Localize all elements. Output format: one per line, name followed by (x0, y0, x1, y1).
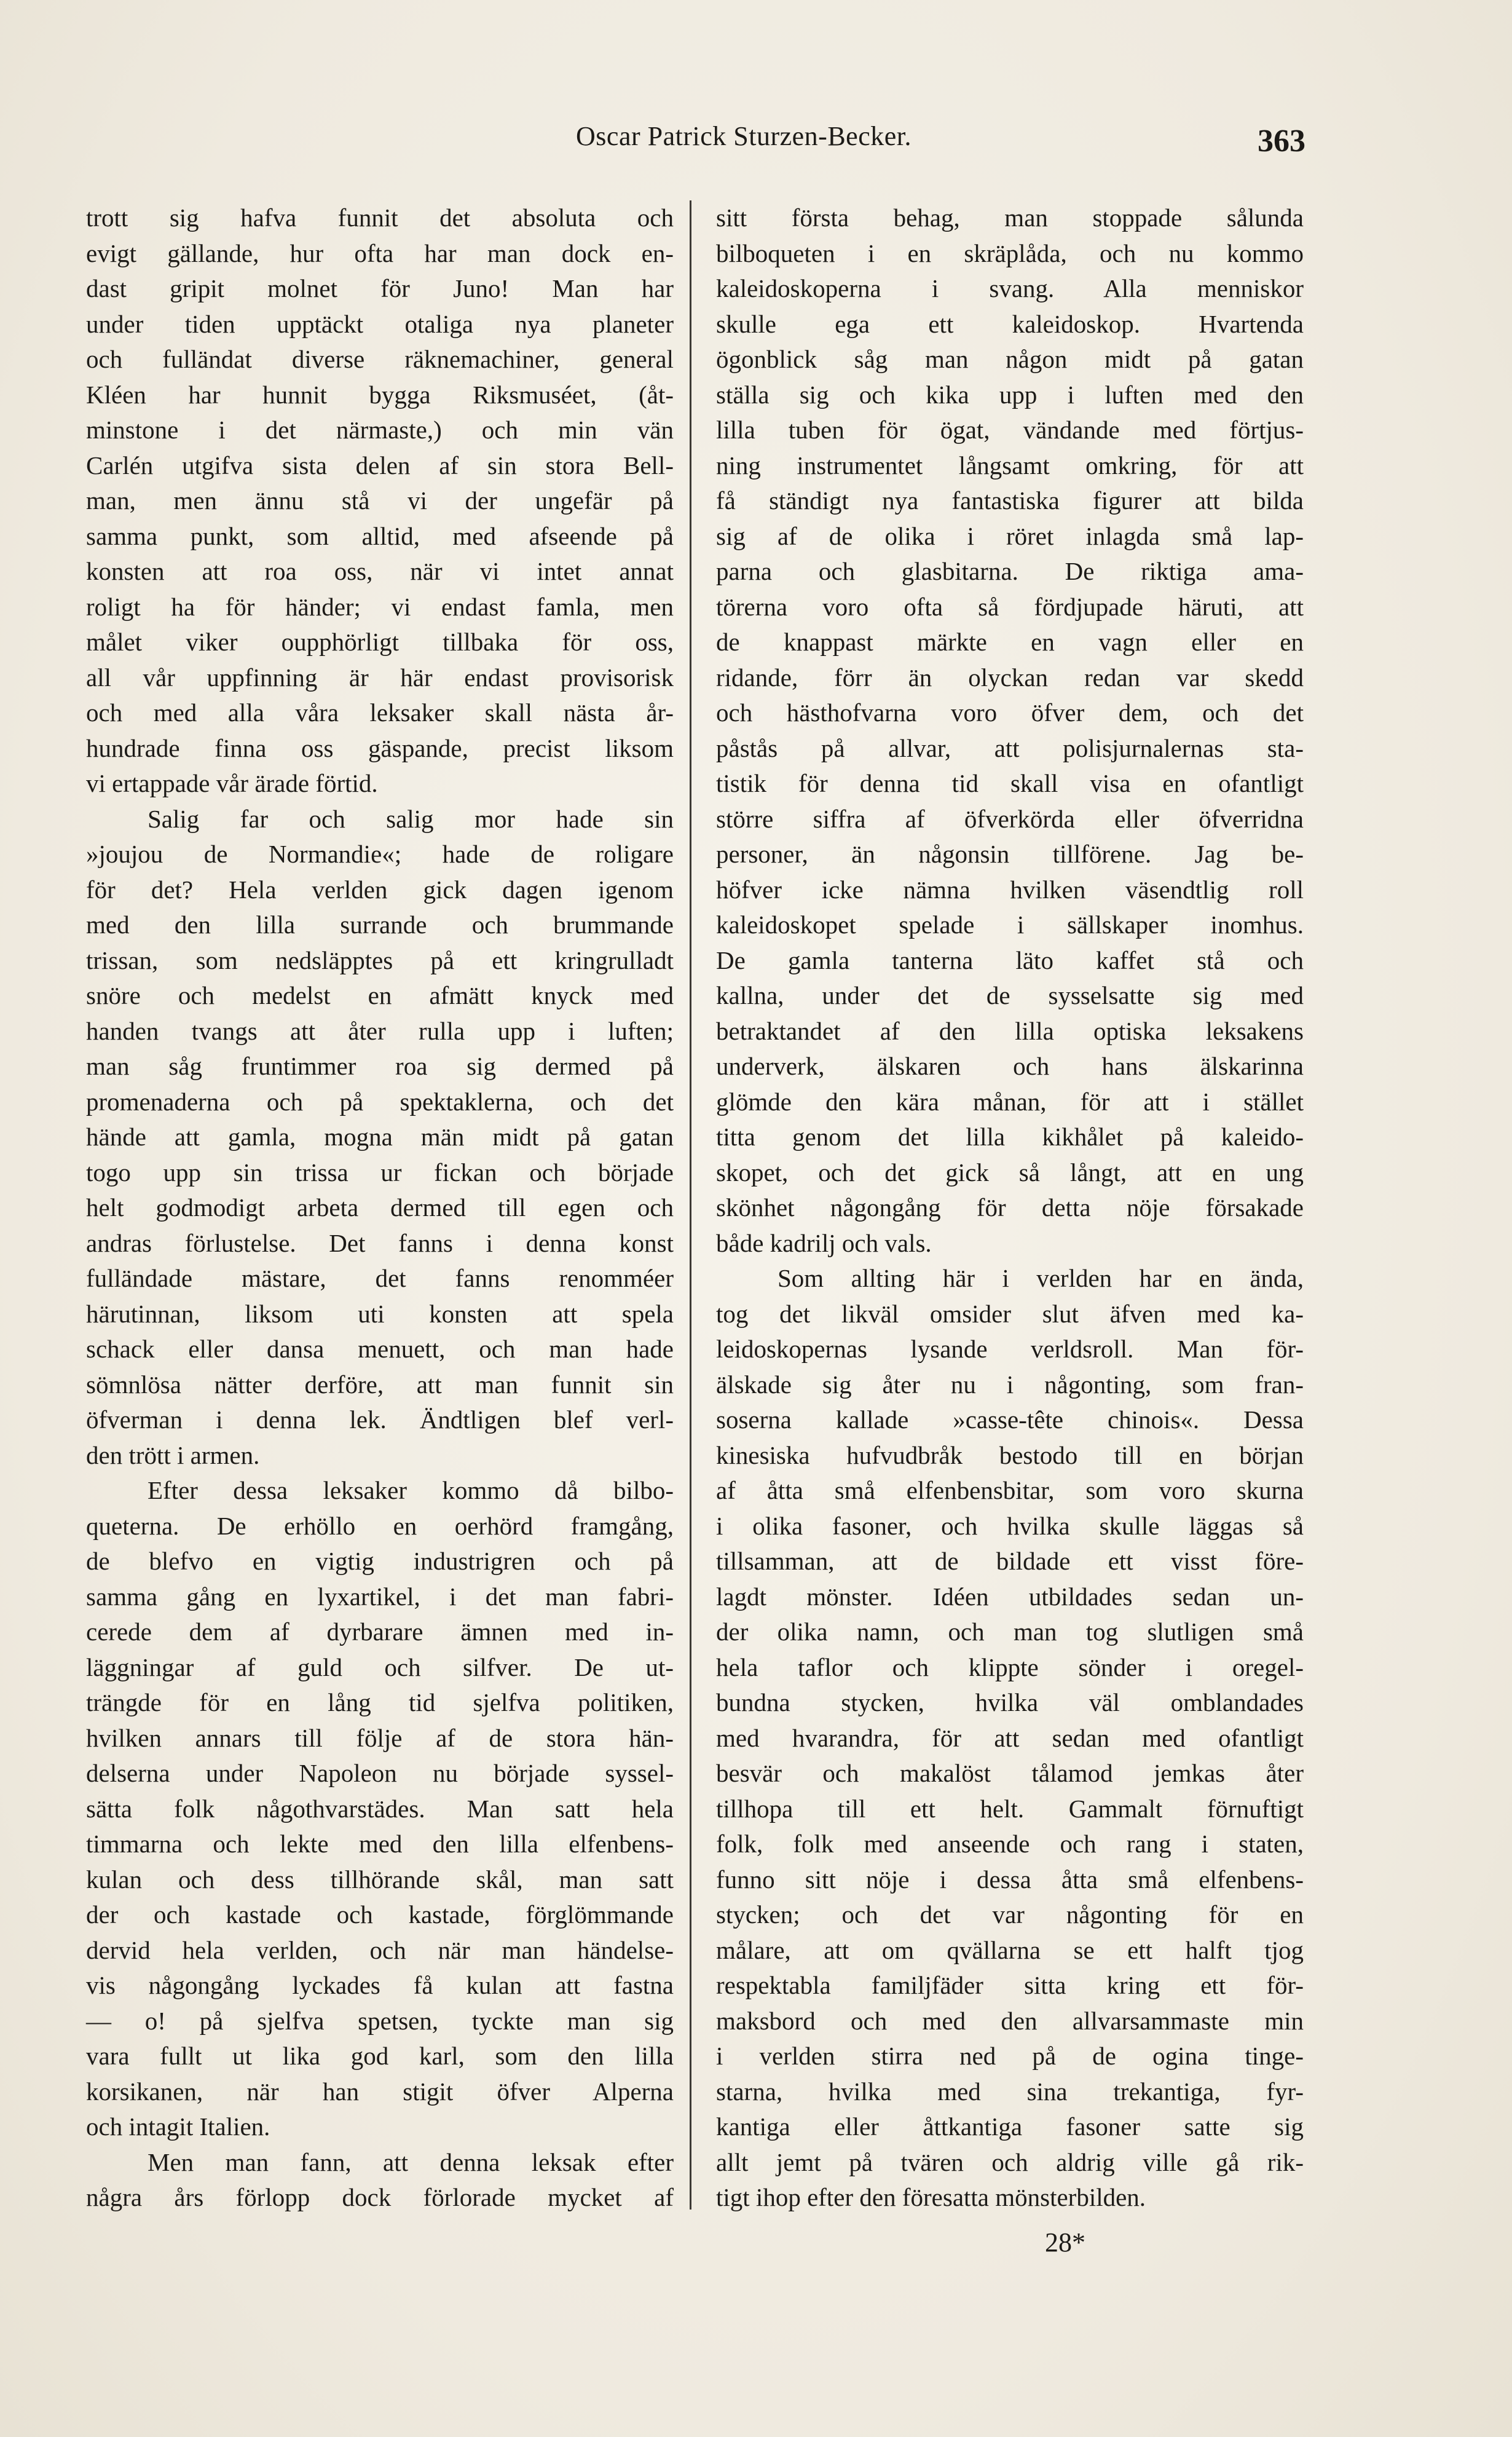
text-line: titta genom det lilla kikhålet på kaleido- (716, 1123, 1304, 1151)
text-line: läggningar af guld och silfver. De ut- (86, 1653, 674, 1681)
text-line: skulle ega ett kaleidoskop. Hvartenda (716, 309, 1304, 338)
text-line: betraktandet af den lilla optiska leksakens (716, 1016, 1304, 1045)
text-line: samma gång en lyxartikel, i det man fabri- (86, 1582, 674, 1611)
text-line: maksbord och med den allvarsammaste min (716, 2006, 1304, 2035)
text-line: härutinnan, liksom uti konsten att spela (86, 1299, 674, 1328)
column-divider (690, 200, 691, 2210)
text-line: Men man fann, att denna leksak efter (148, 2147, 674, 2176)
signature-mark: 28* (1045, 2227, 1085, 2257)
text-line: glömde den kära månan, för att i stället (716, 1087, 1304, 1116)
text-line: kantiga eller åttkantiga fasoner satte sig (716, 2112, 1304, 2141)
text-line: tistik för denna tid skall visa en ofantligt (716, 769, 1304, 797)
text-line: få ständigt nya fantastiska figurer att bilda (716, 486, 1304, 515)
text-line: några års förlopp dock förlorade mycket af (86, 2183, 674, 2211)
text-line: all vår uppfinning är här endast provisorisk (86, 663, 674, 692)
text-line: påstås på allvar, att polisjurnalernas sta- (716, 733, 1304, 762)
text-line: och fulländat diverse räknemachiner, general (86, 345, 674, 373)
text-line: handen tvangs att åter rulla upp i luften; (86, 1016, 674, 1045)
text-line: snöre och medelst en afmätt knyck med (86, 981, 674, 1009)
text-line: cerede dem af dyrbarare ämnen med in- (86, 1617, 674, 1646)
text-line: besvär och makalöst tålamod jemkas åter (716, 1759, 1304, 1787)
text-line: ridande, förr än olyckan redan var skedd (716, 663, 1304, 692)
text-line: queterna. De erhöllo en oerhörd framgång, (86, 1511, 674, 1540)
text-line: De gamla tanterna läto kaffet stå och (716, 946, 1304, 974)
text-line: fulländade mästare, det fanns renomméer (86, 1264, 674, 1292)
text-line: konsten att roa oss, när vi intet annat (86, 557, 674, 585)
text-line: schack eller dansa menuett, och man hade (86, 1335, 674, 1363)
text-line: ställa sig och kika upp i luften med den (716, 380, 1304, 409)
text-line: delserna under Napoleon nu började syssel- (86, 1759, 674, 1787)
text-line: trängde för en lång tid sjelfva politiken, (86, 1688, 674, 1716)
text-line: tillhopa till ett helt. Gammalt förnuftigt (716, 1794, 1304, 1823)
text-line: man, men ännu stå vi der ungefär på (86, 486, 674, 515)
text-line: bundna stycken, hvilka väl omblandades (716, 1688, 1304, 1716)
text-line: man såg fruntimmer roa sig dermed på (86, 1052, 674, 1080)
text-line: hundrade finna oss gäspande, precist liksom (86, 733, 674, 762)
text-line: timmarna och lekte med den lilla elfenbens- (86, 1830, 674, 1858)
text-line: allt jemt på tvären och aldrig ville gå rik- (716, 2147, 1304, 2176)
text-line: de knappast märkte en vagn eller en (716, 628, 1304, 656)
text-line: trissan, som nedsläpptes på ett kringrulladt (86, 946, 674, 974)
text-line: minstone i det närmaste,) och min vän (86, 416, 674, 444)
text-line: leidoskopernas lysande verldsroll. Man för- (716, 1335, 1304, 1363)
text-line: tillsamman, att de bildade ett visst före- (716, 1547, 1304, 1575)
text-line: hela taflor och klippte sönder i oregel- (716, 1653, 1304, 1681)
text-line: trott sig hafva funnit det absoluta och (86, 203, 674, 232)
running-title: Oscar Patrick Sturzen-Becker. (576, 121, 912, 151)
text-line: vi ertappade vår ärade förtid. (86, 769, 378, 797)
text-line: soserna kallade »casse-tête chinois«. Dessa (716, 1405, 1304, 1434)
text-line: folk, folk med anseende och rang i staten, (716, 1830, 1304, 1858)
text-line: skönhet någongång för detta nöje försakade (716, 1193, 1304, 1222)
text-line: kaleidoskoperna i svang. Alla menniskor (716, 274, 1304, 302)
text-line: helt godmodigt arbeta dermed till egen och (86, 1193, 674, 1222)
text-line: starna, hvilka med sina trekantiga, fyr- (716, 2077, 1304, 2106)
text-line: med hvarandra, för att sedan med ofantligt (716, 1723, 1304, 1752)
text-line: Salig far och salig mor hade sin (148, 804, 674, 833)
text-line: sitt första behag, man stoppade sålunda (716, 203, 1304, 232)
text-line: stycken; och det var någonting för en (716, 1900, 1304, 1929)
text-line: Efter dessa leksaker kommo då bilbo- (148, 1476, 674, 1504)
text-line: de blefvo en vigtig industrigren och på (86, 1547, 674, 1575)
text-line: der olika namn, och man tog slutligen små (716, 1617, 1304, 1646)
text-line: korsikanen, när han stigit öfver Alperna (86, 2077, 674, 2106)
text-line: i verlden stirra ned på de ogina tinge- (716, 2042, 1304, 2070)
text-line: af åtta små elfenbensbitar, som voro skurna (716, 1476, 1304, 1504)
text-line: andras förlustelse. Det fanns i denna konst (86, 1228, 674, 1257)
text-line: med den lilla surrande och brummande (86, 910, 674, 939)
text-line: sätta folk någothvarstädes. Man satt hela (86, 1794, 674, 1823)
text-line: den trött i armen. (86, 1440, 260, 1469)
text-line: och med alla våra leksaker skall nästa år- (86, 698, 674, 727)
text-line: och intagit Italien. (86, 2112, 270, 2141)
text-line: Carlén utgifva sista delen af sin stora Bell- (86, 451, 674, 480)
text-line: lagdt mönster. Idéen utbildades sedan un- (716, 1582, 1304, 1611)
text-line: skopet, och det gick så långt, att en ung (716, 1158, 1304, 1187)
text-line: ning instrumentet långsamt omkring, för att (716, 451, 1304, 480)
left-column (86, 200, 674, 2216)
text-line: dast gripit molnet för Juno! Man har (86, 274, 674, 302)
text-line: Som allting här i verlden har en ända, (778, 1264, 1304, 1292)
text-line: respektabla familjfäder sitta kring ett för- (716, 1971, 1304, 1999)
text-line: ögonblick såg man någon midt på gatan (716, 345, 1304, 373)
text-line: Kléen har hunnit bygga Riksmuséet, (åt- (86, 380, 674, 409)
text-line: kallna, under det de sysselsatte sig med (716, 981, 1304, 1009)
text-line: större siffra af öfverkörda eller öfverridna (716, 804, 1304, 833)
text-line: underverk, älskaren och hans älskarinna (716, 1052, 1304, 1080)
text-line: i olika fasoner, och hvilka skulle läggas så (716, 1511, 1304, 1540)
text-line: målare, att om qvällarna se ett halft tjog (716, 1935, 1304, 1964)
text-line: parna och glasbitarna. De riktiga ama- (716, 557, 1304, 585)
text-line: sömnlösa nätter derföre, att man funnit sin (86, 1370, 674, 1399)
text-line: — o! på sjelfva spetsen, tyckte man sig (86, 2006, 674, 2035)
text-line: törerna voro ofta så fördjupade häruti, att (716, 592, 1304, 621)
text-line: hände att gamla, mogna män midt på gatan (86, 1123, 674, 1151)
text-line: vis någongång lyckades få kulan att fastna (86, 1971, 674, 1999)
text-line: der och kastade och kastade, förglömmande (86, 1900, 674, 1929)
text-line: promenaderna och på spektaklerna, och det (86, 1087, 674, 1116)
text-line: togo upp sin trissa ur fickan och började (86, 1158, 674, 1187)
text-line: tigt ihop efter den föresatta mönsterbilden. (716, 2183, 1146, 2211)
text-line: älskade sig åter nu i någonting, som fran- (716, 1370, 1304, 1399)
page-number: 363 (1258, 124, 1305, 159)
text-line: samma punkt, som alltid, med afseende på (86, 521, 674, 550)
text-line: kinesiska hufvudbråk bestodo till en början (716, 1440, 1304, 1469)
text-line: höfver icke nämna hvilken väsendtlig roll (716, 875, 1304, 904)
text-line: personer, än någonsin tillförene. Jag be- (716, 840, 1304, 868)
text-line: tog det likväl omsider slut äfven med ka- (716, 1299, 1304, 1328)
text-line: evigt gällande, hur ofta har man dock en- (86, 239, 674, 267)
text-line: under tiden upptäckt otaliga nya planeter (86, 309, 674, 338)
text-line: kulan och dess tillhörande skål, man satt (86, 1865, 674, 1894)
text-line: funno sitt nöje i dessa åtta små elfenbens- (716, 1865, 1304, 1894)
text-line: vara fullt ut lika god karl, som den lilla (86, 2042, 674, 2070)
text-line: roligt ha för händer; vi endast famla, men (86, 592, 674, 621)
text-line: för det? Hela verlden gick dagen igenom (86, 875, 674, 904)
text-line: lilla tuben för ögat, vändande med förtjus- (716, 416, 1304, 444)
text-line: dervid hela verlden, och när man händelse- (86, 1935, 674, 1964)
text-line: »joujou de Normandie«; hade de roligare (86, 840, 674, 868)
text-line: målet viker oupphörligt tillbaka för oss, (86, 628, 674, 656)
right-column (716, 200, 1304, 2216)
text-line: öfverman i denna lek. Ändtligen blef verl- (86, 1405, 674, 1434)
text-line: kaleidoskopet spelade i sällskaper inomhus. (716, 910, 1304, 939)
text-line: både kadrilj och vals. (716, 1228, 932, 1257)
text-line: hvilken annars till följe af de stora hän- (86, 1723, 674, 1752)
text-line: bilboqueten i en skräplåda, och nu kommo (716, 239, 1304, 267)
text-line: och hästhofvarna voro öfver dem, och det (716, 698, 1304, 727)
text-line: sig af de olika i röret inlagda små lap- (716, 521, 1304, 550)
